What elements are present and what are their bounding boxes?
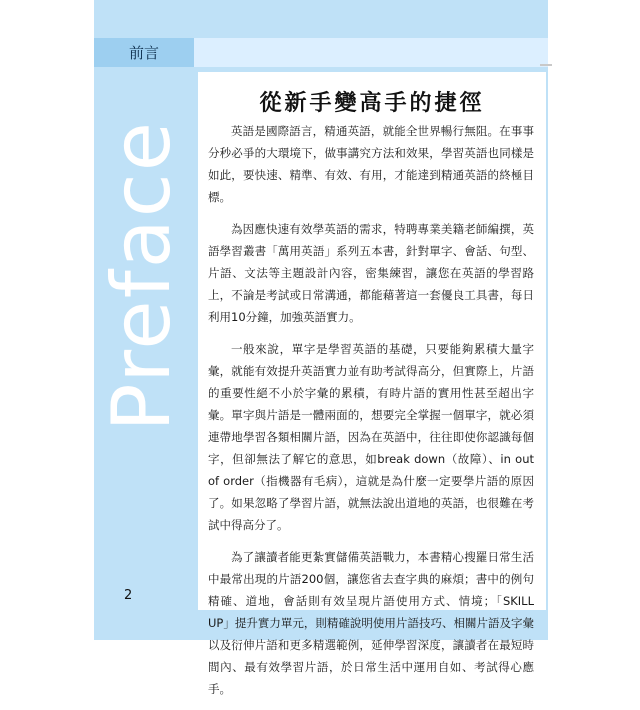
header-divider — [540, 64, 552, 66]
paragraph-2: 為因應快速有效學英語的需求，特聘專業美籍老師編撰，英語學習叢書「萬用英語」系列五本書，針對單字、會話、句型、片語、文法等主題設計內容，密集練習，讓您在英語的學習路上，不論是考試或日常溝通，都能藉著這一套優良工具書，每日利用10分鐘，加強英語實力。 — [208, 222, 534, 324]
paragraph-1: 英語是國際語言，精通英語，就能全世界暢行無阻。在事事分秒必爭的大環境下，做事講究方法和效果，學習英語也同樣是如此，要快速、精準、有效、有用，才能達到精通英語的終極目標。 — [208, 124, 534, 204]
header-label: 前言 — [128, 44, 159, 62]
preface-side-text — [95, 0, 188, 640]
body-text — [208, 120, 534, 710]
paragraph-4: 為了讓讀者能更紮實儲備英語戰力，本書精心搜羅日常生活中最常出現的片語200個，讓您省去查字典的麻煩；書中的例句精確、道地，會話則有效呈現片語使用方式、情境；「SKILL UP」提升實力單元，則精確說明使用片語技巧、相關片語及字彙以及衍伸片語和更多精選範例，延伸學習深度，讓讀者在最短時間內、最有效學習片語，於日常生活中運用自如、考試得心應手。 — [208, 550, 534, 696]
page-number: 2 — [124, 588, 133, 603]
page-title: 從新手變高手的捷徑 — [259, 91, 485, 116]
preface-letters: Preface — [95, 120, 188, 432]
header-tab — [94, 38, 194, 67]
paragraph-3: 一般來說，單字是學習英語的基礎，只要能夠累積大量字彙，就能有效提升英語實力並有助考試得高分，但實際上，片語的重要性絕不小於字彙的累積，有時片語的實用性甚至超出字彙。單字與片語是一體兩面的，想要完全掌握一個單字，就必須連帶地學習各類相關片語，因為在英語中，往往即使你認識每個字，但卻無法了解它的意思，如break down（故障）、in out of order（指機器有毛病），這就是為什麼一定要學片語的原因了。如果忽略了學習片語，就無法說出道地的英語，也很難在考試中得高分了。 — [208, 342, 534, 532]
